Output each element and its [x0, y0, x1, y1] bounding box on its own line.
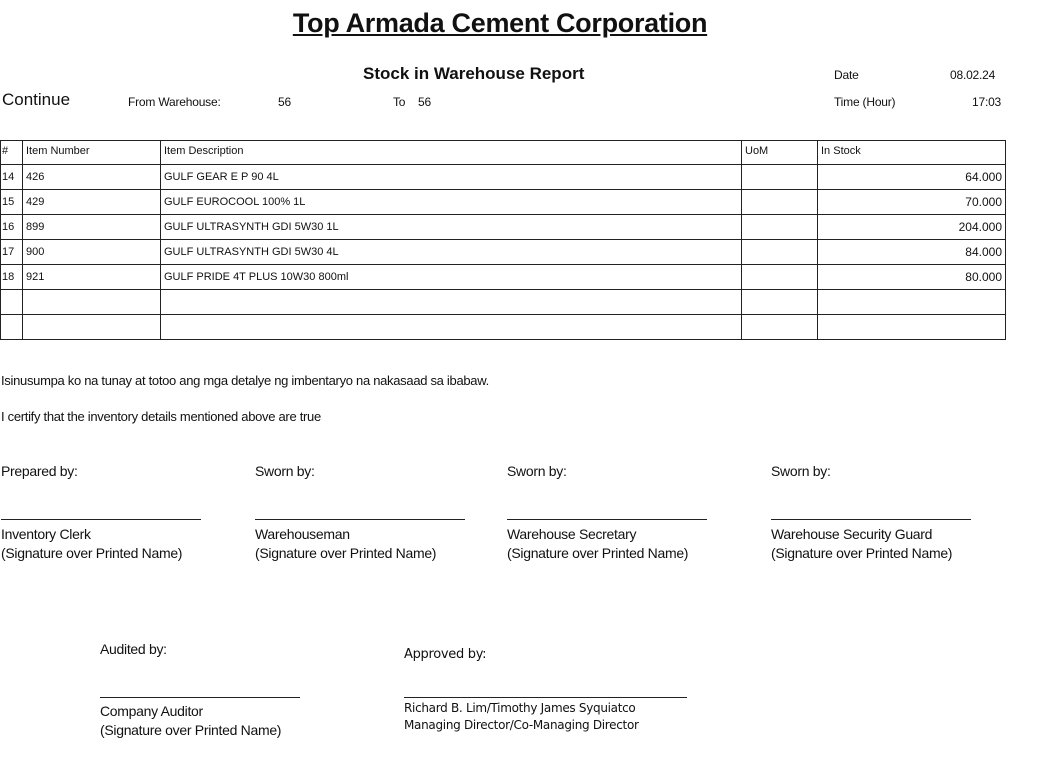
sworn-by-label: Sworn by:	[771, 463, 831, 479]
table-row	[1, 165, 1006, 190]
signature-line	[507, 519, 707, 520]
row-index: 14	[1, 165, 23, 190]
row-index: 15	[1, 190, 23, 215]
signatory-role: Inventory Clerk	[1, 526, 91, 542]
row-uom	[742, 165, 818, 190]
signature-line	[771, 519, 971, 520]
row-item-number: 429	[23, 190, 161, 215]
signature-line	[100, 697, 300, 698]
date-value: 08.02.24	[950, 68, 996, 82]
stock-table	[0, 140, 1006, 340]
row-item-description: GULF GEAR E P 90 4L	[161, 165, 742, 190]
table-row-empty	[1, 290, 1006, 315]
sworn-by-label: Sworn by:	[507, 463, 567, 479]
signatory-role: Warehouseman	[255, 526, 350, 542]
statement-tagalog: Isinusumpa ko na tunay at totoo ang mga detalye ng imbentaryo na nakasaad sa ibabaw.	[1, 373, 489, 388]
signature-line	[404, 697, 687, 698]
signatory-note: (Signature over Printed Name)	[507, 545, 689, 561]
signatory-role: Warehouse Security Guard	[771, 526, 933, 542]
table-row	[1, 265, 1006, 290]
time-label: Time (Hour)	[834, 95, 896, 109]
row-uom	[742, 215, 818, 240]
company-title: Top Armada Cement Corporation	[292, 8, 708, 38]
prepared-by-label: Prepared by:	[1, 463, 78, 479]
signatory-role: Warehouse Secretary	[507, 526, 637, 542]
row-in-stock: 204.000	[818, 215, 1006, 240]
table-row-empty	[1, 315, 1006, 340]
row-item-number: 899	[23, 215, 161, 240]
table-row	[1, 215, 1006, 240]
from-warehouse-value: 56	[278, 95, 291, 109]
row-item-description: GULF ULTRASYNTH GDI 5W30 1L	[161, 215, 742, 240]
header-uom: UoM	[742, 141, 818, 165]
row-item-description: GULF ULTRASYNTH GDI 5W30 4L	[161, 240, 742, 265]
header-in-stock: In Stock	[818, 141, 1006, 165]
row-item-number: 921	[23, 265, 161, 290]
approver-title: Managing Director/Co-Managing Director	[404, 718, 639, 732]
to-label: To	[393, 95, 406, 109]
from-warehouse-label: From Warehouse:	[128, 95, 221, 109]
row-uom	[742, 240, 818, 265]
row-in-stock: 70.000	[818, 190, 1006, 215]
auditor-note: (Signature over Printed Name)	[100, 722, 282, 738]
signature-line	[1, 519, 201, 520]
auditor-role: Company Auditor	[100, 703, 203, 719]
row-uom	[742, 265, 818, 290]
sworn-by-label: Sworn by:	[255, 463, 315, 479]
continue-label: Continue	[2, 90, 71, 109]
row-item-number: 426	[23, 165, 161, 190]
statement-english: I certify that the inventory details mentioned above are true	[1, 409, 321, 424]
row-item-description: GULF PRIDE 4T PLUS 10W30 800ml	[161, 265, 742, 290]
row-index: 16	[1, 215, 23, 240]
table-row	[1, 190, 1006, 215]
approved-by-label: Approved by:	[404, 647, 487, 662]
row-in-stock: 64.000	[818, 165, 1006, 190]
signatory-note: (Signature over Printed Name)	[1, 545, 183, 561]
header-item-description: Item Description	[161, 141, 742, 165]
header-item-number: Item Number	[23, 141, 161, 165]
row-uom	[742, 190, 818, 215]
row-item-description: GULF EUROCOOL 100% 1L	[161, 190, 742, 215]
row-index: 17	[1, 240, 23, 265]
row-index: 18	[1, 265, 23, 290]
signatory-note: (Signature over Printed Name)	[255, 545, 437, 561]
table-header-row	[1, 141, 1006, 165]
report-title: Stock in Warehouse Report	[363, 64, 585, 83]
row-in-stock: 84.000	[818, 240, 1006, 265]
approver-name: Richard B. Lim/Timothy James Syquiatco	[404, 701, 636, 715]
time-value: 17:03	[972, 95, 1002, 109]
to-warehouse-value: 56	[418, 95, 431, 109]
audited-by-label: Audited by:	[100, 641, 167, 657]
row-in-stock: 80.000	[818, 265, 1006, 290]
date-label: Date	[834, 68, 859, 82]
table-row	[1, 240, 1006, 265]
header-index: #	[1, 141, 23, 165]
row-item-number: 900	[23, 240, 161, 265]
signature-line	[255, 519, 465, 520]
signatory-note: (Signature over Printed Name)	[771, 545, 953, 561]
